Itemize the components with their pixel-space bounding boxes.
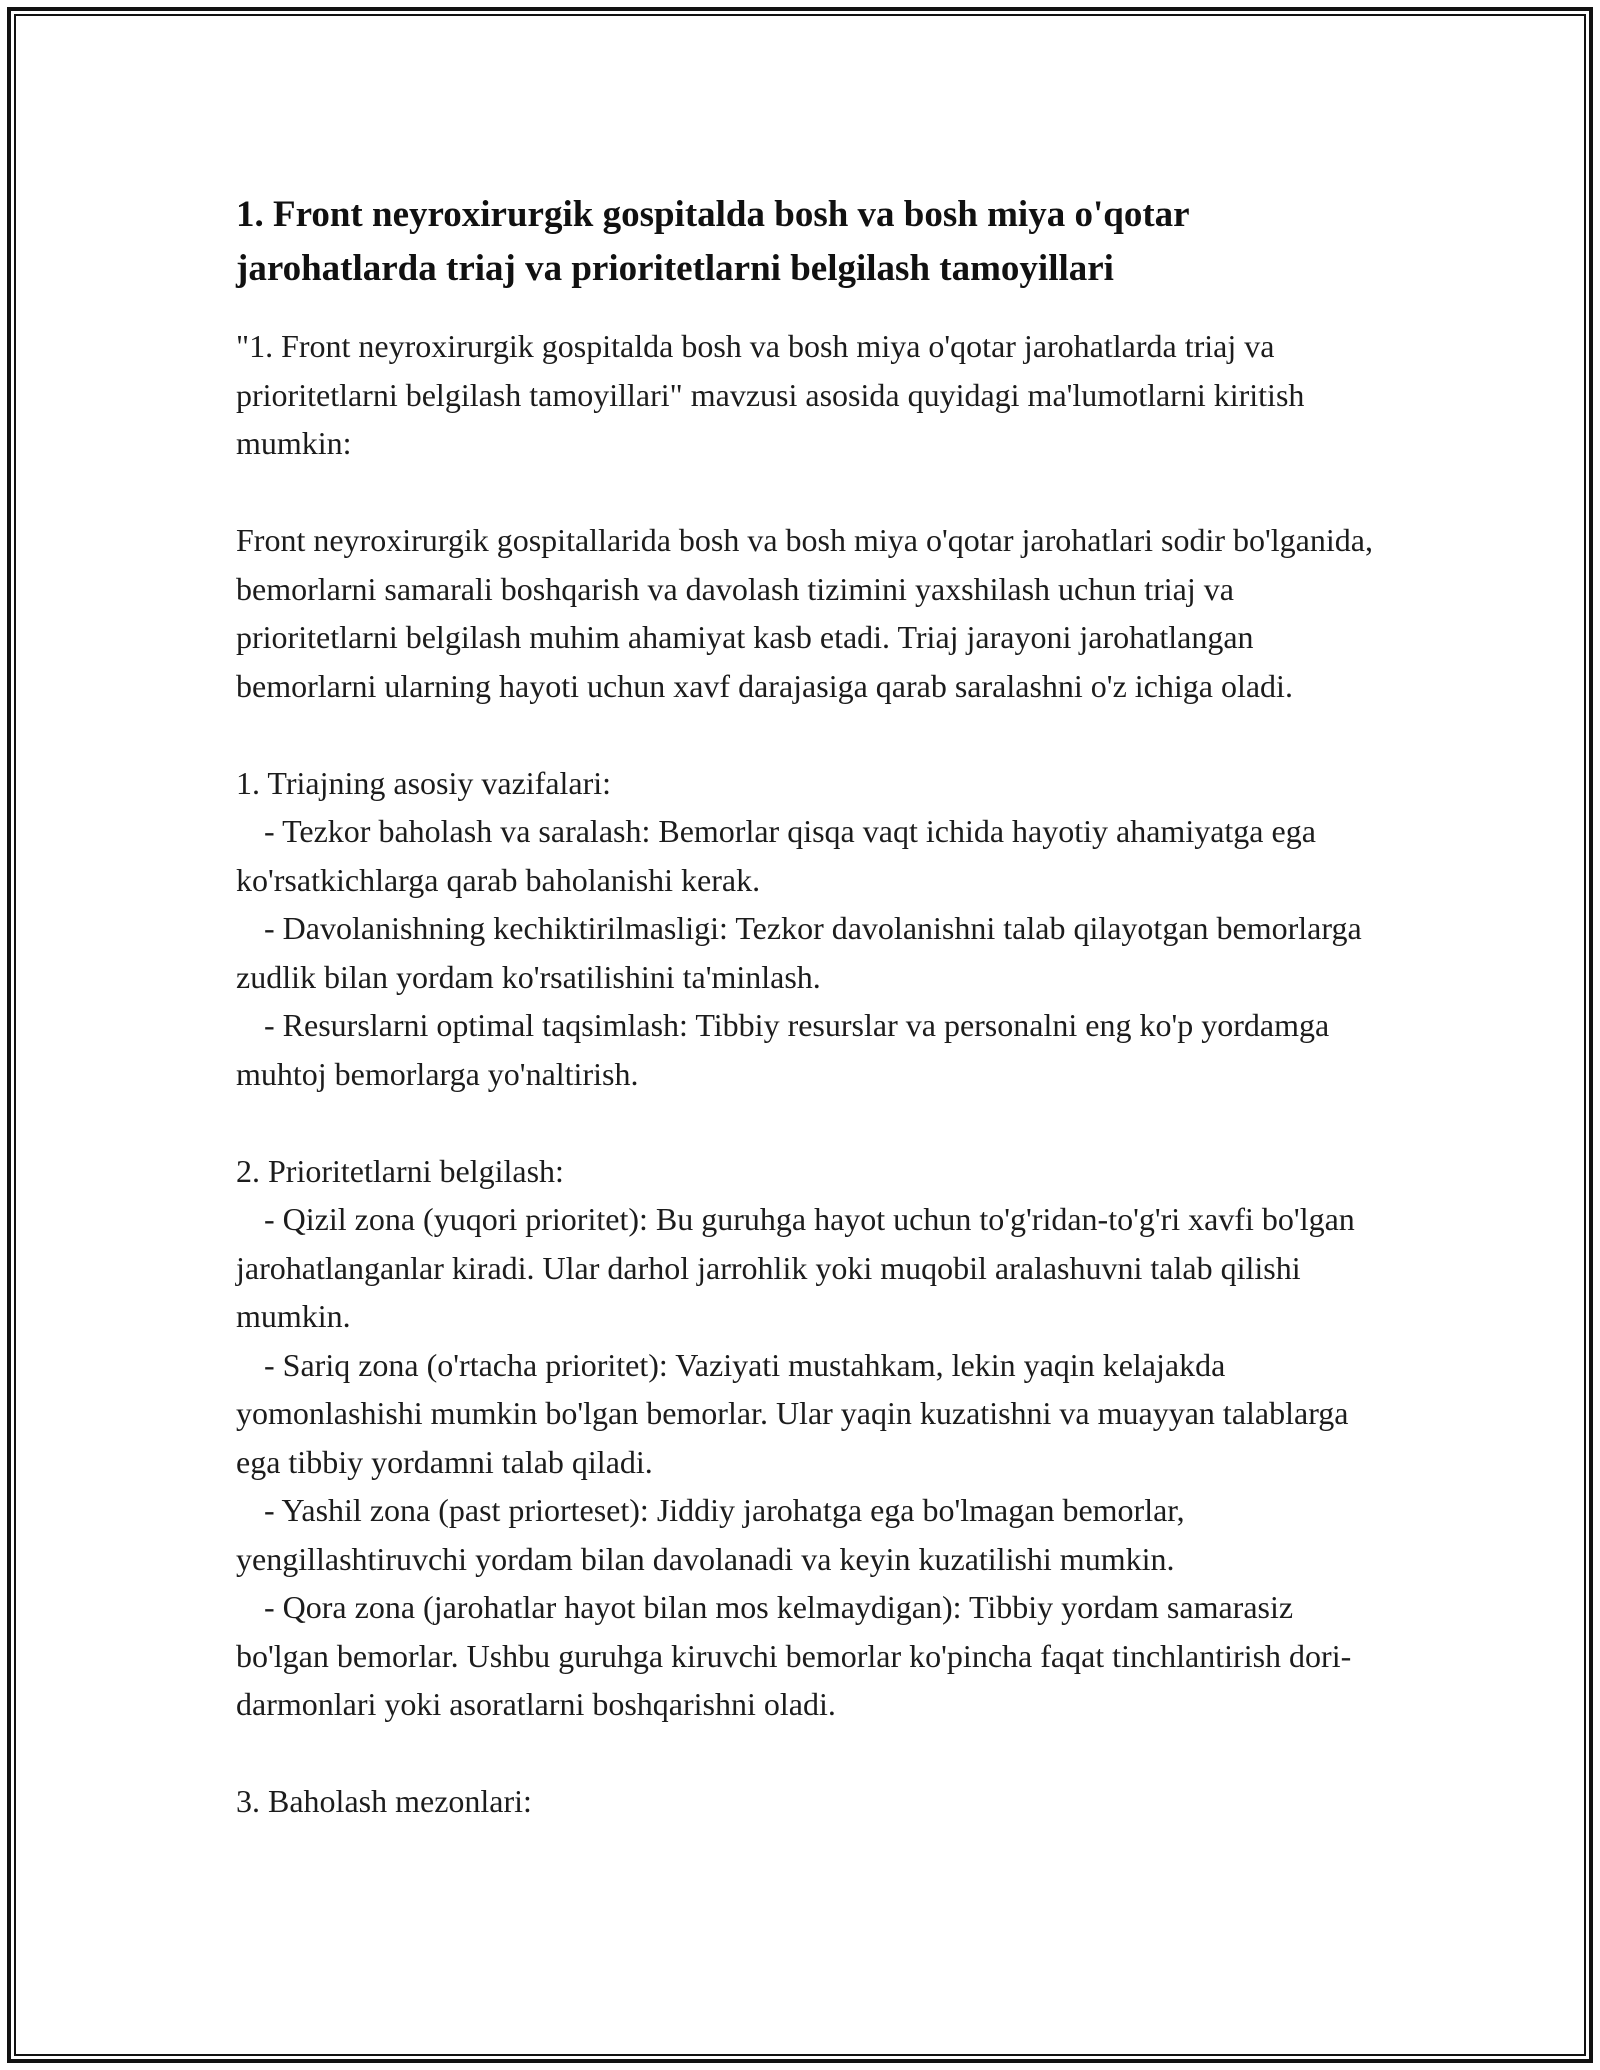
list-item-text: - Qora zona (jarohatlar hayot bilan mos kelmaydigan): Tibbiy yordam samarasiz bo'lgan bemorlar. Ushbu guruhga kiruvchi bemorlar ko'pincha faqat tinchlantirish dori-darmonlari yoki asoratlarni boshqarishni oladi.: [236, 1589, 1352, 1722]
list-item: [236, 904, 1386, 1001]
section-triage-tasks: [236, 759, 1386, 1099]
paragraph-gap: [236, 468, 1386, 517]
document-title: 1. Front neyroxirurgik gospitalda bosh va bosh miya o'qotar jarohatlarda triaj va prioritetlarni belgilash tamoyillari: [236, 194, 1189, 289]
paragraph-gap: [236, 1098, 1386, 1147]
list-item-text: - Yashil zona (past priorteset): Jiddiy jarohatga ega bo'lmagan bemorlar, yengillashtiruvchi yordam bilan davolanadi va keyin kuzatilishi mumkin.: [236, 1492, 1185, 1577]
list-item: [236, 1341, 1386, 1487]
section-priorities: [236, 1147, 1386, 1729]
intro-paragraph: "1. Front neyroxirurgik gospitalda bosh va bosh miya o'qotar jarohatlarda triaj va prioritetlarni belgilash tamoyillari" mavzusi asosida quyidagi ma'lumotlarni kiritish mumkin:: [236, 328, 1305, 461]
section-heading: 1. Triajning asosiy vazifalari:: [236, 764, 612, 801]
list-item: [236, 1001, 1386, 1098]
list-item: [236, 1486, 1386, 1583]
section-criteria: [236, 1777, 1386, 1826]
list-item-text: - Tezkor baholash va saralash: Bemorlar qisqa vaqt ichida hayotiy ahamiyatga ega ko'rsatkichlarga qarab baholanishi kerak.: [236, 813, 1316, 898]
paragraph-gap: [236, 710, 1386, 759]
list-item-text: - Qizil zona (yuqori prioritet): Bu guruhga hayot uchun to'g'ridan-to'g'ri xavfi bo'lgan jarohatlanganlar kiradi. Ular darhol jarrohlik yoki muqobil aralashuvni talab qilishi mumkin.: [236, 1201, 1355, 1334]
paragraph-gap: [236, 1729, 1386, 1778]
list-item: [236, 1583, 1386, 1729]
list-item-text: - Davolanishning kechiktirilmasligi: Tezkor davolanishni talab qilayotgan bemorlarga zudlik bilan yordam ko'rsatilishini ta'minlash.: [236, 910, 1362, 995]
document-body: [236, 188, 1386, 1826]
list-item-text: - Resurslarni optimal taqsimlash: Tibbiy resurslar va personalni eng ko'p yordamga muhtoj bemorlarga yo'naltirish.: [236, 1007, 1330, 1092]
list-item: [236, 807, 1386, 904]
section-heading: 2. Prioritetlarni belgilash:: [236, 1152, 564, 1189]
section-heading: 3. Baholash mezonlari:: [236, 1783, 532, 1819]
overview-paragraph: Front neyroxirurgik gospitallarida bosh va bosh miya o'qotar jarohatlari sodir bo'lganida, bemorlarni samarali boshqarish va davolash tizimini yaxshilash uchun triaj va prioritetlarni belgilash muhim ahamiyat kasb etadi. Triaj jarayoni jarohatlangan bemorlarni ularning hayoti uchun xavf darajasiga qarab saralashni o'z ichiga oladi.: [236, 522, 1373, 704]
list-item: [236, 1195, 1386, 1341]
list-item-text: - Sariq zona (o'rtacha prioritet): Vaziyati mustahkam, lekin yaqin kelajakda yomonlashishi mumkin bo'lgan bemorlar. Ular yaqin kuzatishni va muayyan talablarga ega tibbiy yordamni talab qiladi.: [236, 1346, 1349, 1480]
